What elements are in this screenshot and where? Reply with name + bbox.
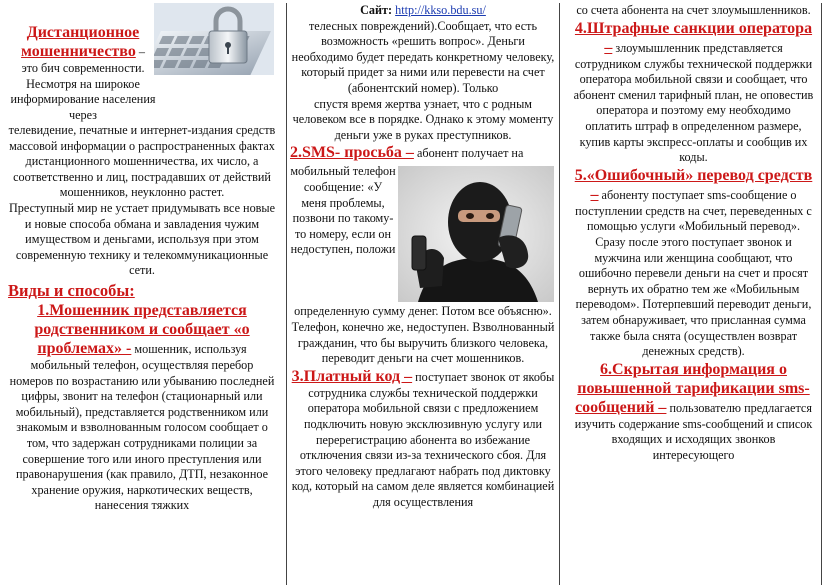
item-4: [572, 19, 815, 166]
col2-paragraph-1: телесных повреждений).Сообщает, что есть возможность «решить вопрос». Деньги необходимо будет передать конкретному человеку, который придет за ними или перевести на счет (абонентский номер). Только: [291, 18, 555, 95]
intro-paragraph: это бич современности. Несмотря на широкое информирование населения через: [10, 61, 156, 122]
main-title: Дистанционное мошенничество: [21, 24, 140, 60]
site-link[interactable]: http://kkso.bdu.su/: [395, 3, 486, 17]
column-2: [286, 3, 560, 585]
item-4-text: злоумышленник представляется сотрудником службы технической поддержки оператора мобильной связи и сообщает, что абонент сменил тарифный план, не оповестив оператора и поэтому ему необходимо оплатить штраф в определенном размере, купив карты экспресс-оплаты и сообщив их коды.: [573, 40, 814, 165]
item-2-side-text: мобильный телефон сообщение: «У меня проблемы, позвони по такому-то номеру, если он недоступен, положи: [290, 164, 396, 257]
item-2-lead: абонент получает на: [413, 146, 524, 161]
item-6: [572, 360, 815, 464]
site-line: [290, 3, 556, 19]
item-3-title: 3.Платный код –: [291, 367, 413, 385]
item-1: [8, 301, 276, 514]
item-6-text: пользователю предлагается изучить содержание sms-сообщений и список входящих и исходящих звонков интересующего: [574, 400, 813, 462]
item-3: [290, 367, 556, 511]
col2-paragraph-2: спустя время жертва узнает, что с родным человеком все в порядке. Однако к этому моменту деньги уже в руках преступников.: [292, 96, 554, 142]
intro-block: [8, 3, 276, 123]
item-2-rest: определенную сумму денег. Потом все объясню». Телефон, конечно же, недоступен. Взволнованный гражданин, что бы выручить близкого человека, переводит деньги на счет мошенников.: [291, 304, 555, 366]
item-5-title: 5.«Ошибочный» перевод средств –: [574, 166, 813, 203]
title-dash: –: [135, 45, 145, 59]
intro-paragraph-continued: телевидение, печатные и интернет-издания средств массовой информации о распространенных фактах дистанционного мошенничества, их число, а соответственно и лиц, пострадавших от действий мошенников, неуклонно растет.: [8, 123, 276, 200]
item-5: [572, 166, 815, 360]
item-4-title: 4.Штрафные санкции оператора –: [574, 19, 813, 56]
item-6-title: 6.Скрытая информация о повышенной тарификации sms-сообщений –: [575, 360, 810, 416]
site-label: Сайт:: [360, 3, 396, 17]
padlock-keyboard-image: [154, 3, 274, 75]
item-2-title: 2.SMS- просьба –: [290, 144, 414, 162]
item-3-text: поступает звонок от якобы сотрудника службы технической поддержки оператора мобильной связи с предложением подключить новую эксклюзивную услугу или перерегистрацию абонента во избежание отключения связи из-за технического сбоя. Для этого человеку предлагают набрать под диктовку код, который на самом деле является комбинацией для осуществления: [291, 369, 555, 509]
paragraph-2: Преступный мир не устает придумывать все новые и новые способа обмана и завладения чужим имуществом и деньгами, используя при этом современную технику и телекоммуникационные сети.: [8, 200, 276, 278]
item-2-block: [290, 164, 556, 304]
item-1-text: мошенник, используя мобильный телефон, осуществляя перебор номеров по возрастанию или убыванию последней цифры, звонит на телефон (стационарный или мобильный), представляется родственником или знакомым и взволнованным голосом сообщает о том, что задержан сотрудниками полиции за совершение того или иного преступления или правонарушения (как правило, ДТП, незаконное хранение оружия, наркотических веществ, нанесения тяжких: [9, 341, 275, 513]
item-2-lead-line: [290, 143, 556, 162]
col3-paragraph-0: со счета абонента на счет злоумышленников.: [576, 3, 811, 17]
intro-text: [8, 23, 158, 123]
item-5-text: абоненту поступает sms-сообщение о поступлении средств на счет, переведенных с помощью услуги «Мобильный перевод». Сразу после этого поступает звонок и мужчина или женщина сообщают, что ошибочно перевели деньги на счет и просят вернуть их обратно тем же «Мобильным переводом». Потерпевший переводит деньги, затем обнаруживает, что присланная сумма также была снята (осуществлен возврат денежных средств).: [575, 187, 812, 359]
item-1-title: 1.Мошенник представляется родственником и сообщает «о проблемах» -: [34, 301, 250, 357]
column-3: [568, 3, 822, 585]
section-title: Виды и способы:: [8, 280, 135, 300]
masked-thief-phone-image: [398, 166, 554, 302]
column-1: [8, 3, 276, 585]
